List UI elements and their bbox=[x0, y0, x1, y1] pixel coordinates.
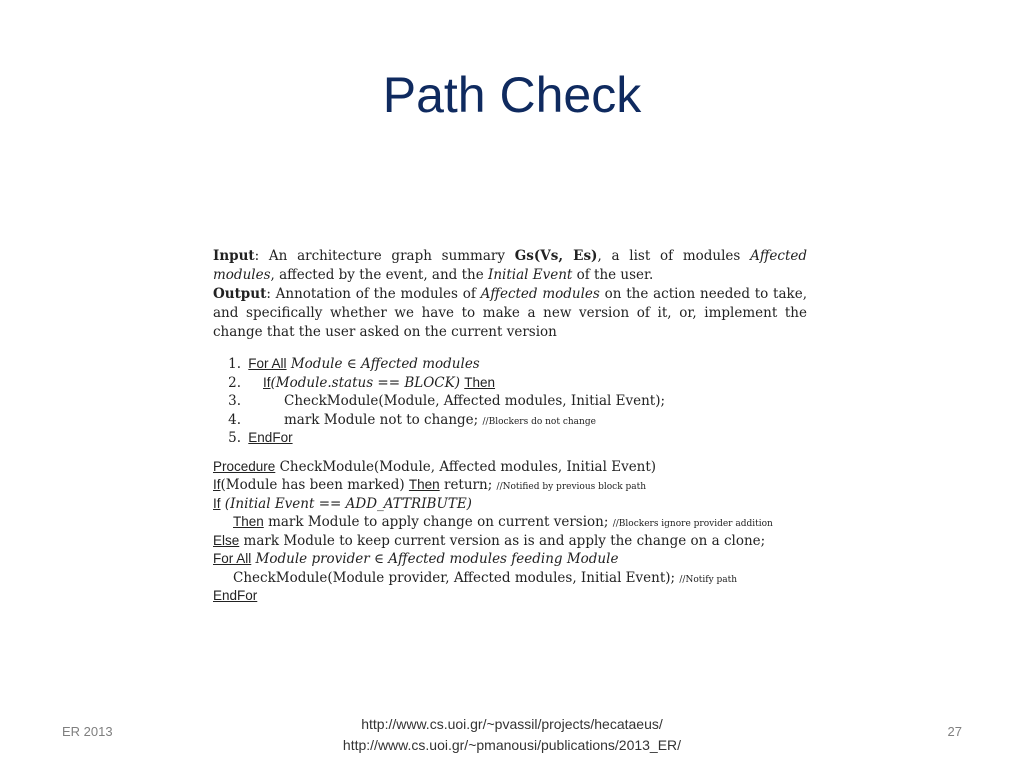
procedure-line bbox=[213, 513, 807, 532]
keyword: Then bbox=[233, 514, 264, 529]
footer-links bbox=[262, 714, 762, 756]
step-comment: //Blockers do not change bbox=[482, 416, 596, 427]
keyword: Then bbox=[408, 477, 440, 492]
procedure-comment: //Notified by previous block path bbox=[496, 482, 647, 492]
procedure-line bbox=[213, 532, 807, 551]
procedure-text: mark Module to keep current version as is and apply the change on a clone; bbox=[239, 532, 766, 549]
input-graph: Gs(Vs, Es) bbox=[514, 248, 598, 264]
input-text: of the user. bbox=[572, 267, 654, 283]
input-description bbox=[213, 247, 807, 285]
input-text: , a list of modules bbox=[597, 248, 751, 264]
footer-left: ER 2013 bbox=[62, 724, 113, 739]
step-number: 1. bbox=[228, 356, 241, 372]
keyword: If bbox=[213, 495, 221, 511]
algorithm-step bbox=[213, 411, 807, 430]
procedure-text: CheckModule(Module, Affected modules, Initial Event) bbox=[275, 458, 657, 475]
input-text: : An architecture graph summary bbox=[254, 248, 515, 264]
keyword: Procedure bbox=[213, 458, 276, 474]
procedure-line bbox=[213, 587, 807, 606]
procedure-comment: //Blockers ignore provider addition bbox=[612, 519, 773, 529]
step-number: 3. bbox=[228, 393, 241, 409]
keyword: Else bbox=[213, 532, 240, 548]
output-label: Output bbox=[213, 286, 267, 302]
procedure-text: CheckModule(Module provider, Affected modules, Initial Event); bbox=[233, 569, 680, 586]
keyword: If bbox=[263, 374, 271, 390]
output-text: on the action needed to take, and specifically whether we have to make a new version of it, or, implement the change that the user asked on the current version bbox=[213, 286, 807, 340]
step-number: 5. bbox=[228, 430, 241, 446]
algorithm-step bbox=[213, 374, 807, 393]
keyword: For All bbox=[248, 356, 287, 371]
step-text: (Module.status == BLOCK) bbox=[270, 374, 465, 391]
keyword: Then bbox=[464, 374, 496, 390]
procedure-line bbox=[213, 495, 807, 514]
step-number: 4. bbox=[228, 411, 241, 428]
algorithm-figure bbox=[213, 247, 807, 606]
keyword: For All bbox=[213, 551, 252, 566]
output-affected: Affected modules bbox=[480, 286, 600, 302]
output-description bbox=[213, 285, 807, 342]
algorithm-steps bbox=[213, 355, 807, 448]
procedure-text: mark Module to apply change on current version; bbox=[263, 514, 613, 530]
procedure-line bbox=[213, 476, 807, 495]
procedure-block bbox=[213, 458, 807, 606]
input-text: , affected by the event, and the bbox=[270, 267, 488, 283]
footer-link[interactable]: http://www.cs.uoi.gr/~pmanousi/publications/2013_ER/ bbox=[342, 737, 682, 753]
procedure-comment: //Notify path bbox=[679, 574, 738, 585]
procedure-line bbox=[213, 550, 807, 569]
input-initial-event: Initial Event bbox=[487, 267, 573, 283]
input-affected: Affected modules bbox=[213, 248, 807, 283]
footer-link[interactable]: http://www.cs.uoi.gr/~pvassil/projects/hecataeus/ bbox=[361, 716, 663, 732]
procedure-text: (Module has been marked) bbox=[220, 477, 409, 493]
step-text: Module ∈ Affected modules bbox=[286, 356, 480, 372]
procedure-text: return; bbox=[439, 477, 497, 493]
procedure-line bbox=[213, 458, 807, 477]
procedure-text: (Initial Event == ADD_ATTRIBUTE) bbox=[220, 495, 472, 512]
keyword: If bbox=[213, 477, 221, 492]
algorithm-step bbox=[213, 355, 807, 374]
procedure-line bbox=[213, 569, 807, 588]
slide-title: Path Check bbox=[382, 67, 642, 123]
algorithm-step bbox=[213, 392, 807, 411]
output-text: : Annotation of the modules of bbox=[266, 286, 481, 302]
step-text: mark Module not to change; bbox=[284, 411, 483, 428]
step-text: CheckModule(Module, Affected modules, Initial Event); bbox=[284, 393, 666, 409]
step-number: 2. bbox=[228, 374, 241, 391]
algorithm-step bbox=[213, 429, 807, 448]
procedure-text: Module provider ∈ Affected modules feeding Module bbox=[251, 551, 619, 567]
keyword: EndFor bbox=[248, 430, 293, 445]
keyword: EndFor bbox=[213, 588, 258, 603]
page-number: 27 bbox=[947, 724, 962, 739]
input-label: Input bbox=[213, 248, 255, 264]
